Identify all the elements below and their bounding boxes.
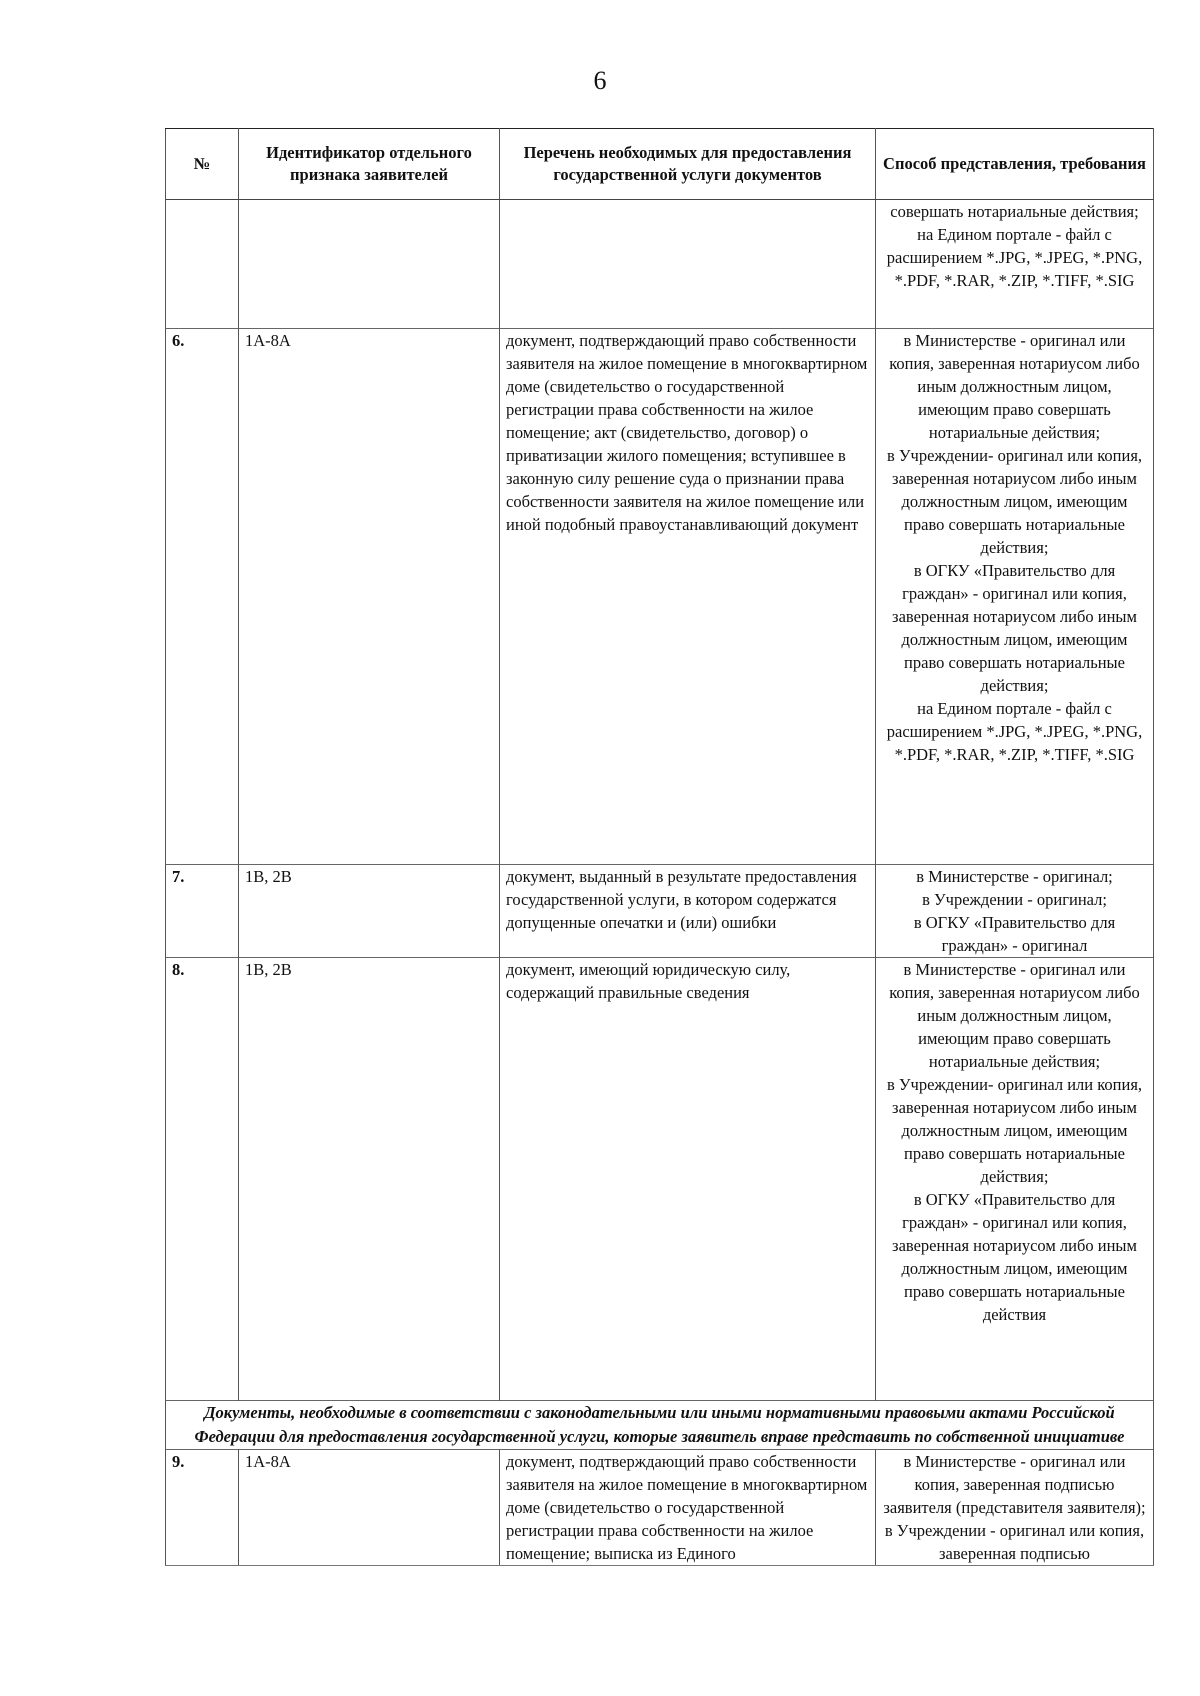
row-document: документ, имеющий юридическую силу, содержащий правильные сведения bbox=[500, 958, 876, 1401]
row-identifier: 1А-8А bbox=[239, 329, 500, 865]
header-documents: Перечень необходимых для предоставления государственной услуги документов bbox=[500, 129, 876, 200]
method-cell bbox=[876, 958, 1154, 1401]
method-line: совершать нотариальные действия; bbox=[890, 202, 1139, 221]
method-line: в Министерстве - оригинал или копия, заверенная подписью заявителя (представителя заявителя); bbox=[883, 1452, 1146, 1517]
method-line: в Учреждении - оригинал; bbox=[922, 890, 1107, 909]
method-line: на Едином портале - файл с расширением *.JPG, *.JPEG, *.PNG, *.PDF, *.RAR, *.ZIP, *.TIFF, *.SIG bbox=[886, 699, 1143, 764]
row-document: документ, подтверждающий право собственности заявителя на жилое помещение в многоквартирном доме (свидетельство о государственной регистрации права собственности на жилое помещение; выписка из Единого bbox=[500, 1450, 876, 1566]
header-method: Способ представления, требования bbox=[876, 129, 1154, 200]
table-row bbox=[166, 958, 1154, 1401]
row-identifier: 1В, 2В bbox=[239, 865, 500, 958]
documents-table bbox=[165, 128, 1154, 1566]
method-cell bbox=[876, 329, 1154, 865]
method-line: в ОГКУ «Правительство для граждан» - оригинал или копия, заверенная нотариусом либо иным должностным лицом, имеющим право совершать нотариальные действия; bbox=[892, 561, 1137, 695]
row-document: документ, подтверждающий право собственности заявителя на жилое помещение в многоквартирном доме (свидетельство о государственной регистрации права собственности на жилое помещение; акт (свидетельство, договор) о приватизации жилого помещения; вступившее в законную силу решение суда о признании права собственности заявителя на жилое помещение или иной подобный правоустанавливающий документ bbox=[500, 329, 876, 865]
header-identifier: Идентификатор отдельного признака заявителей bbox=[239, 129, 500, 200]
row-number: 6. bbox=[166, 329, 239, 865]
table-row bbox=[166, 865, 1154, 958]
section-heading-row bbox=[166, 1401, 1154, 1450]
method-line: в Министерстве - оригинал или копия, заверенная нотариусом либо иным должностным лицом, имеющим право совершать нотариальные действия; bbox=[889, 331, 1140, 442]
row-number: 8. bbox=[166, 958, 239, 1401]
row-document: документ, выданный в результате предоставления государственной услуги, в котором содержатся допущенные опечатки и (или) ошибки bbox=[500, 865, 876, 958]
method-line: на Едином портале - файл с расширением *.JPG, *.JPEG, *.PNG, *.PDF, *.RAR, *.ZIP, *.TIFF, *.SIG bbox=[886, 225, 1143, 290]
method-line: в Министерстве - оригинал; bbox=[916, 867, 1113, 886]
method-cell bbox=[876, 865, 1154, 958]
table-row bbox=[166, 1450, 1154, 1566]
method-line: в ОГКУ «Правительство для граждан» - оригинал bbox=[913, 913, 1116, 955]
table-header-row bbox=[166, 129, 1154, 200]
method-line: в Учреждении- оригинал или копия, заверенная нотариусом либо иным должностным лицом, имеющим право совершать нотариальные действия; bbox=[886, 1075, 1143, 1186]
table-row-continuation bbox=[166, 200, 1154, 329]
header-num: № bbox=[166, 129, 239, 200]
method-cell bbox=[876, 1450, 1154, 1566]
method-line: в ОГКУ «Правительство для граждан» - оригинал или копия, заверенная нотариусом либо иным должностным лицом, имеющим право совершать нотариальные действия bbox=[892, 1190, 1137, 1324]
method-line: в Учреждении- оригинал или копия, заверенная нотариусом либо иным должностным лицом, имеющим право совершать нотариальные действия; bbox=[886, 446, 1143, 557]
row-identifier: 1В, 2В bbox=[239, 958, 500, 1401]
section-heading: Документы, необходимые в соответствии с законодательными или иными нормативными правовыми актами Российской Федерации для предоставления государственной услуги, которые заявитель вправе представить по собственной инициативе bbox=[166, 1401, 1154, 1450]
row-identifier: 1А-8А bbox=[239, 1450, 500, 1566]
method-line: в Учреждении - оригинал или копия, заверенная подписью bbox=[884, 1521, 1145, 1563]
row-number: 9. bbox=[166, 1450, 239, 1566]
page-number: 6 bbox=[593, 66, 607, 95]
row-number: 7. bbox=[166, 865, 239, 958]
table-row bbox=[166, 329, 1154, 865]
method-line: в Министерстве - оригинал или копия, заверенная нотариусом либо иным должностным лицом, имеющим право совершать нотариальные действия; bbox=[889, 960, 1140, 1071]
method-cell bbox=[876, 200, 1154, 329]
